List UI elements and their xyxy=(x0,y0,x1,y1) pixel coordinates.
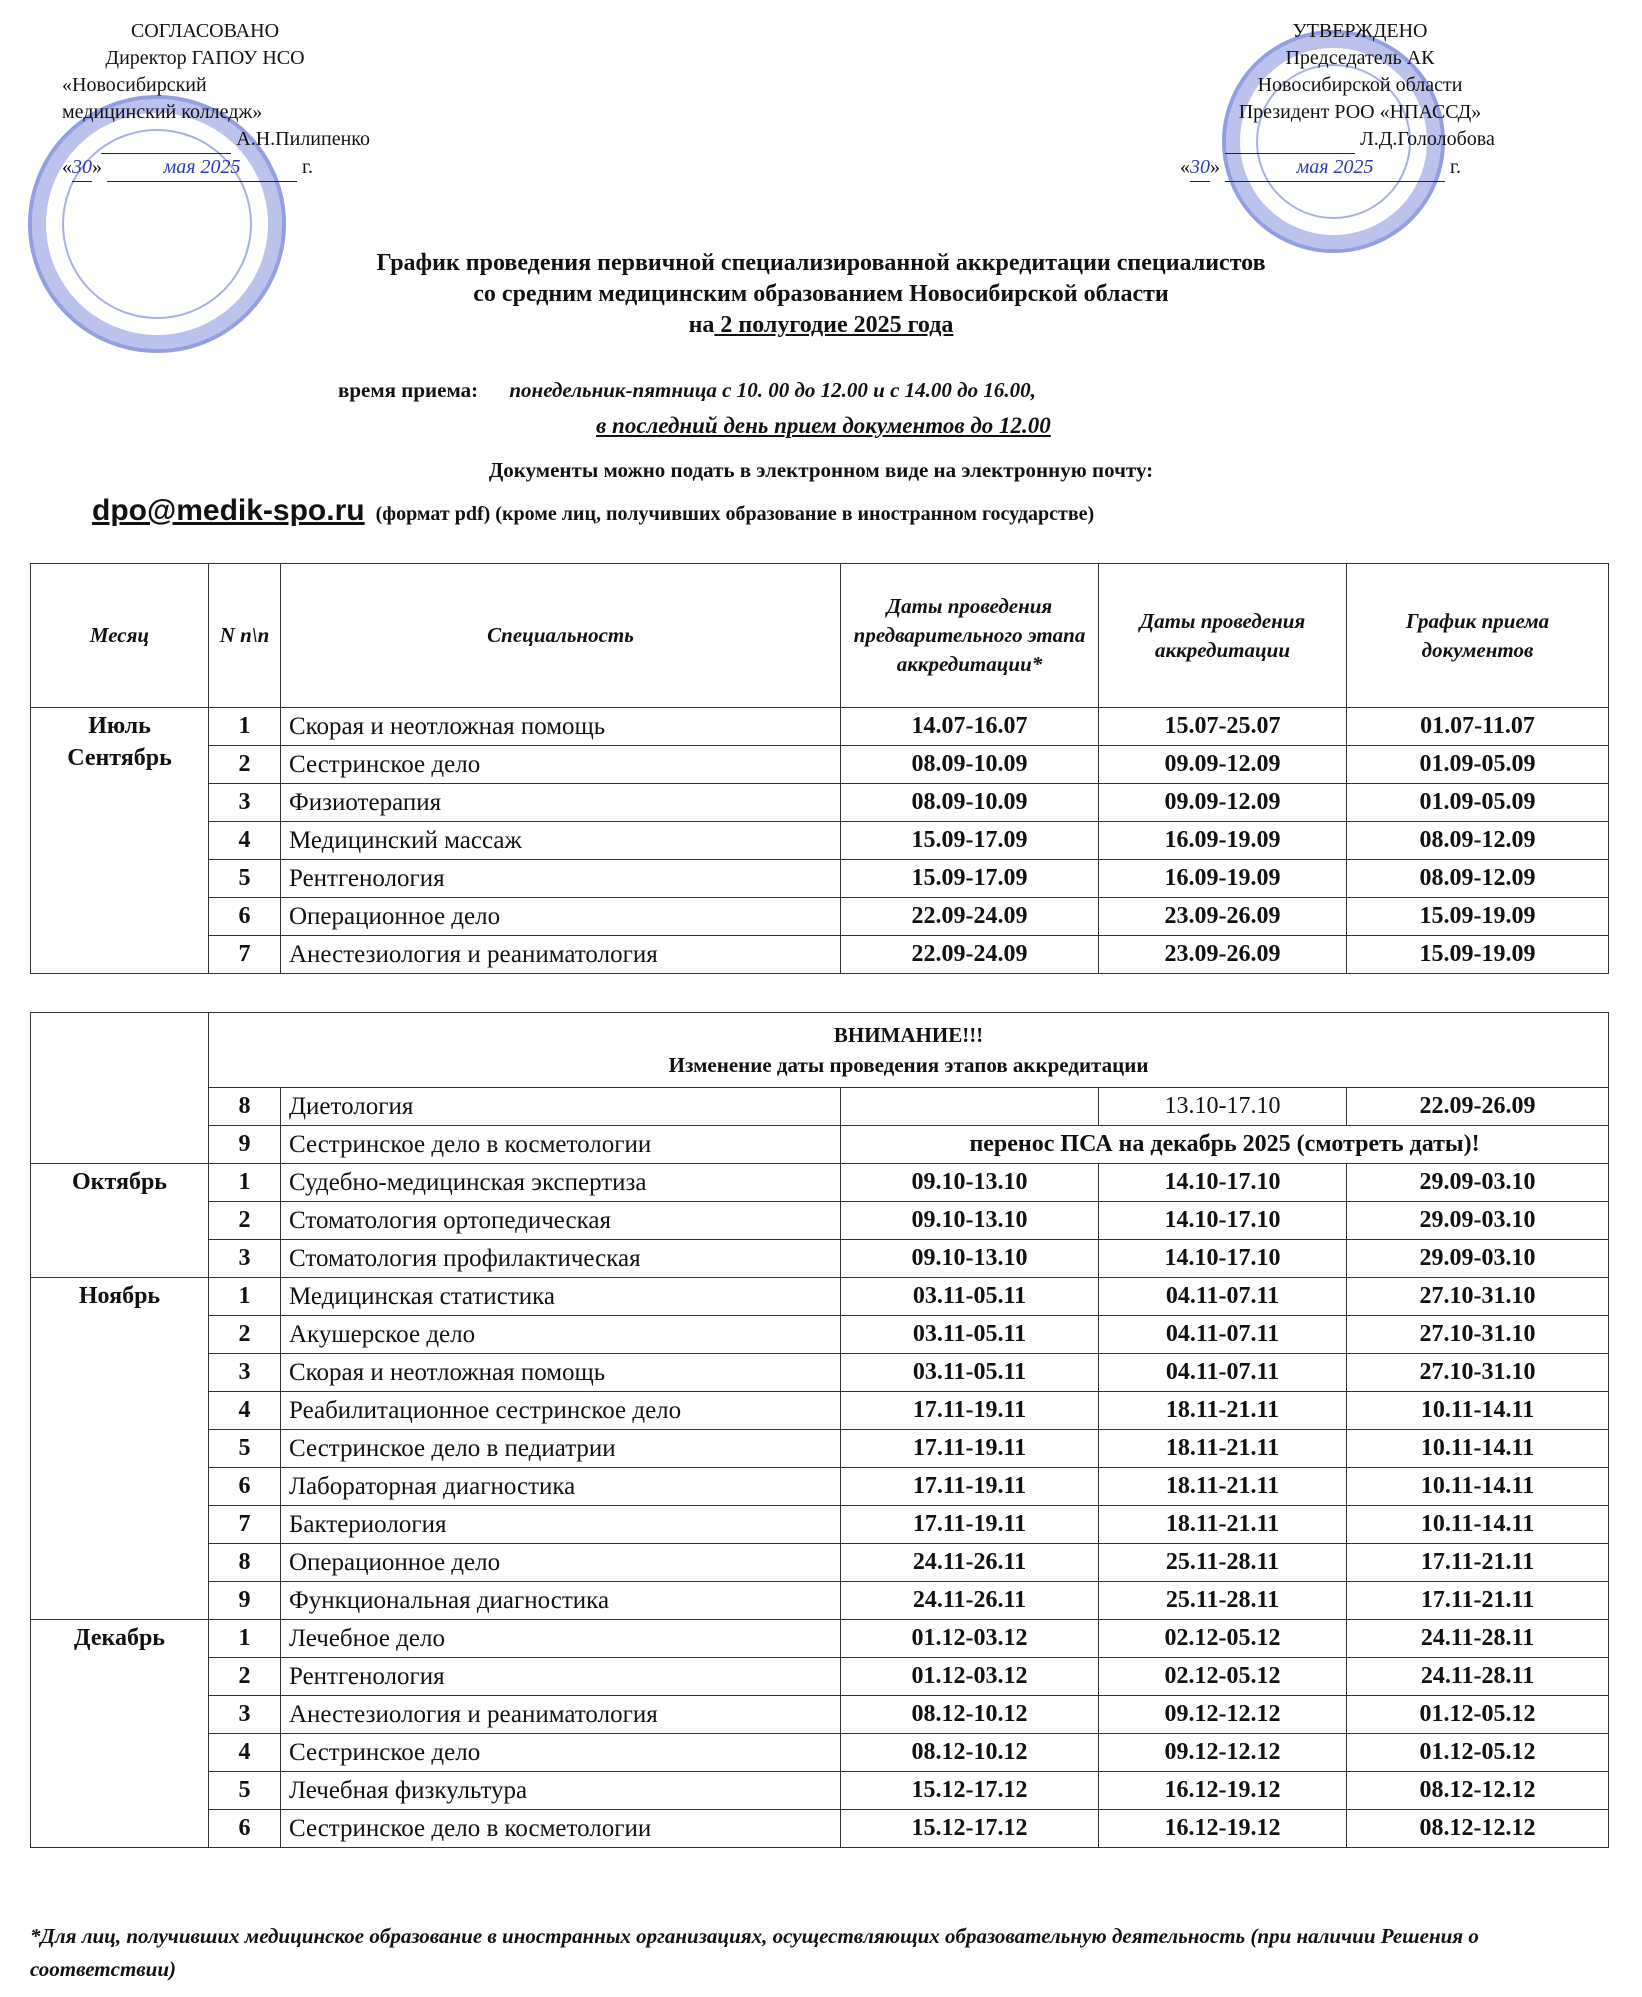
table-row xyxy=(31,1620,1609,1658)
accreditation-dates: 04.11-07.11 xyxy=(1099,1278,1347,1316)
preliminary-dates: 03.11-05.11 xyxy=(841,1278,1099,1316)
accreditation-dates: 09.12-12.12 xyxy=(1099,1734,1347,1772)
documents-dates: 10.11-14.11 xyxy=(1347,1430,1609,1468)
approval-line: Директор ГАПОУ НСО xyxy=(105,47,305,69)
row-number: 6 xyxy=(209,898,281,936)
preliminary-dates: 17.11-19.11 xyxy=(841,1506,1099,1544)
documents-dates: 17.11-21.11 xyxy=(1347,1544,1609,1582)
documents-dates: 08.12-12.12 xyxy=(1347,1772,1609,1810)
documents-dates: 24.11-28.11 xyxy=(1347,1658,1609,1696)
signature-field xyxy=(1225,126,1355,154)
table-row xyxy=(31,1202,1609,1240)
preliminary-dates: 17.11-19.11 xyxy=(841,1468,1099,1506)
row-number: 5 xyxy=(209,860,281,898)
preliminary-dates: 09.10-13.10 xyxy=(841,1202,1099,1240)
table-row xyxy=(31,1430,1609,1468)
footnote: *Для лиц, получивших медицинское образование в иностранных организациях, осуществляющих образовательную деятельность (при наличии Решения о соответствии) xyxy=(30,1924,1479,1981)
row-number: 2 xyxy=(209,1202,281,1240)
approval-line: Председатель АК xyxy=(1285,47,1435,69)
specialty: Скорая и неотложная помощь xyxy=(281,1354,841,1392)
title-line-2: со средним медицинским образованием Новосибирской области xyxy=(473,281,1169,307)
preliminary-dates: 09.10-13.10 xyxy=(841,1240,1099,1278)
approval-line: медицинский колледж» xyxy=(62,101,263,123)
documents-dates: 29.09-03.10 xyxy=(1347,1202,1609,1240)
preliminary-dates: 17.11-19.11 xyxy=(841,1430,1099,1468)
date-day: 30 xyxy=(1190,154,1210,182)
documents-dates: 10.11-14.11 xyxy=(1347,1468,1609,1506)
accreditation-dates: 09.09-12.09 xyxy=(1099,746,1347,784)
title-line-3: на 2 полугодие 2025 года xyxy=(688,312,954,338)
table-row xyxy=(31,822,1609,860)
accreditation-dates: 14.10-17.10 xyxy=(1099,1240,1347,1278)
month-cell-empty xyxy=(31,1013,209,1164)
documents-dates: 27.10-31.10 xyxy=(1347,1278,1609,1316)
preliminary-dates: 08.09-10.09 xyxy=(841,746,1099,784)
preliminary-dates: 15.09-17.09 xyxy=(841,822,1099,860)
row-number: 5 xyxy=(209,1772,281,1810)
table-row xyxy=(31,1658,1609,1696)
accreditation-dates: 18.11-21.11 xyxy=(1099,1468,1347,1506)
table-row xyxy=(31,1278,1609,1316)
accreditation-dates: 04.11-07.11 xyxy=(1099,1354,1347,1392)
row-number: 6 xyxy=(209,1810,281,1848)
header-num: N п\п xyxy=(209,564,281,708)
table-row xyxy=(31,1696,1609,1734)
accreditation-dates: 09.12-12.12 xyxy=(1099,1696,1347,1734)
table-row: 8 Диетология 13.10-17.10 22.09-26.09 xyxy=(31,1088,1609,1126)
row-number: 4 xyxy=(209,1734,281,1772)
specialty: Операционное дело xyxy=(281,1544,841,1582)
email-format: (формат pdf) xyxy=(375,503,491,525)
accreditation-dates: 14.10-17.10 xyxy=(1099,1164,1347,1202)
accreditation-dates: 25.11-28.11 xyxy=(1099,1582,1347,1620)
documents-dates: 24.11-28.11 xyxy=(1347,1620,1609,1658)
table-row xyxy=(31,708,1609,746)
specialty: Акушерское дело xyxy=(281,1316,841,1354)
accreditation-dates: 16.09-19.09 xyxy=(1099,822,1347,860)
approval-line: «Новосибирский xyxy=(62,74,207,96)
header-month: Месяц xyxy=(31,564,209,708)
specialty: Анестезиология и реаниматология xyxy=(281,936,841,974)
table-row xyxy=(31,1392,1609,1430)
document-title xyxy=(0,248,1642,341)
signer-name: Л.Д.Гололобова xyxy=(1360,128,1495,150)
date-row: «30» мая 2025 г. xyxy=(40,154,370,182)
schedule-table-jul-sep xyxy=(30,563,1609,974)
row-number: 1 xyxy=(209,1164,281,1202)
specialty: Рентгенология xyxy=(281,860,841,898)
row-number: 2 xyxy=(209,746,281,784)
preliminary-dates: 01.12-03.12 xyxy=(841,1620,1099,1658)
table-row xyxy=(31,1316,1609,1354)
specialty: Функциональная диагностика xyxy=(281,1582,841,1620)
preliminary-dates: 14.07-16.07 xyxy=(841,708,1099,746)
table-header-row xyxy=(31,564,1609,708)
title-line-1: График проведения первичной специализированной аккредитации специалистов xyxy=(376,250,1266,276)
specialty: Судебно-медицинская экспертиза xyxy=(281,1164,841,1202)
table-row xyxy=(31,1506,1609,1544)
documents-dates: 01.09-05.09 xyxy=(1347,746,1609,784)
specialty: Рентгенология xyxy=(281,1658,841,1696)
specialty: Физиотерапия xyxy=(281,784,841,822)
table-row xyxy=(31,1810,1609,1848)
documents-dates: 15.09-19.09 xyxy=(1347,936,1609,974)
table-row xyxy=(31,1772,1609,1810)
documents-dates: 01.09-05.09 xyxy=(1347,784,1609,822)
accreditation-dates: 18.11-21.11 xyxy=(1099,1392,1347,1430)
row-number: 2 xyxy=(209,1316,281,1354)
preliminary-dates: 24.11-26.11 xyxy=(841,1582,1099,1620)
row-number: 4 xyxy=(209,822,281,860)
approval-agreed xyxy=(40,18,370,182)
preliminary-dates: 17.11-19.11 xyxy=(841,1392,1099,1430)
accreditation-dates: 02.12-05.12 xyxy=(1099,1620,1347,1658)
header-specialty: Специальность xyxy=(281,564,841,708)
month-cell: Ноябрь xyxy=(31,1278,209,1620)
table-row xyxy=(31,1164,1609,1202)
documents-dates: 01.12-05.12 xyxy=(1347,1734,1609,1772)
table-row xyxy=(31,1468,1609,1506)
row-number: 1 xyxy=(209,1620,281,1658)
specialty: Медицинский массаж xyxy=(281,822,841,860)
table-row xyxy=(31,860,1609,898)
table-row xyxy=(31,784,1609,822)
preliminary-dates: 15.09-17.09 xyxy=(841,860,1099,898)
table-row xyxy=(31,936,1609,974)
specialty: Сестринское дело xyxy=(281,746,841,784)
table-row xyxy=(31,898,1609,936)
table-row xyxy=(31,1582,1609,1620)
documents-dates: 29.09-03.10 xyxy=(1347,1240,1609,1278)
signature-field xyxy=(101,126,231,154)
accreditation-dates: 18.11-21.11 xyxy=(1099,1506,1347,1544)
preliminary-dates: 15.12-17.12 xyxy=(841,1772,1099,1810)
documents-dates: 29.09-03.10 xyxy=(1347,1164,1609,1202)
accreditation-dates: 09.09-12.09 xyxy=(1099,784,1347,822)
preliminary-dates: 08.12-10.12 xyxy=(841,1734,1099,1772)
approval-heading: УТВЕРЖДЕНО xyxy=(1292,20,1428,42)
accreditation-dates: 23.09-26.09 xyxy=(1099,898,1347,936)
specialty: Стоматология профилактическая xyxy=(281,1240,841,1278)
row-number: 7 xyxy=(209,936,281,974)
row-number: 3 xyxy=(209,1696,281,1734)
date-handwritten: мая 2025 xyxy=(107,154,297,182)
transfer-note: перенос ПСА на декабрь 2025 (смотреть даты)! xyxy=(841,1126,1609,1164)
specialty: Сестринское дело xyxy=(281,1734,841,1772)
documents-note: Документы можно подать в электронном виде на электронную почту: xyxy=(488,458,1154,482)
row-number: 3 xyxy=(209,1240,281,1278)
documents-dates: 01.12-05.12 xyxy=(1347,1696,1609,1734)
preliminary-dates: 03.11-05.11 xyxy=(841,1316,1099,1354)
table-row xyxy=(31,746,1609,784)
accreditation-dates: 02.12-05.12 xyxy=(1099,1658,1347,1696)
specialty: Скорая и неотложная помощь xyxy=(281,708,841,746)
change-notice: ВНИМАНИЕ!!! Изменение даты проведения этапов аккредитации xyxy=(209,1013,1609,1088)
specialty: Сестринское дело в педиатрии xyxy=(281,1430,841,1468)
month-cell: Июль Сентябрь xyxy=(31,708,209,974)
row-number: 1 xyxy=(209,1278,281,1316)
period: 2 полугодие 2025 года xyxy=(714,312,954,338)
accreditation-dates: 16.12-19.12 xyxy=(1099,1772,1347,1810)
signature-row xyxy=(1180,126,1540,154)
reception-hours-value: понедельник-пятница с 10. 00 до 12.00 и с 14.00 до 16.00, xyxy=(509,378,1036,402)
accreditation-dates: 25.11-28.11 xyxy=(1099,1544,1347,1582)
row-number: 2 xyxy=(209,1658,281,1696)
table-row: 9 Сестринское дело в косметологии перенос ПСА на декабрь 2025 (смотреть даты)! xyxy=(31,1126,1609,1164)
reception-label: время приема: xyxy=(338,378,479,402)
accreditation-dates: 14.10-17.10 xyxy=(1099,1202,1347,1240)
row-number: 7 xyxy=(209,1506,281,1544)
month-cell: Октябрь xyxy=(31,1164,209,1278)
header-documents: График приема документов xyxy=(1347,564,1609,708)
specialty: Сестринское дело в косметологии xyxy=(281,1810,841,1848)
preliminary-dates: 24.11-26.11 xyxy=(841,1544,1099,1582)
row-number: 8 xyxy=(209,1544,281,1582)
preliminary-dates: 22.09-24.09 xyxy=(841,936,1099,974)
preliminary-dates: 01.12-03.12 xyxy=(841,1658,1099,1696)
documents-dates: 15.09-19.09 xyxy=(1347,898,1609,936)
documents-dates: 10.11-14.11 xyxy=(1347,1392,1609,1430)
specialty: Лечебная физкультура xyxy=(281,1772,841,1810)
documents-dates: 08.12-12.12 xyxy=(1347,1810,1609,1848)
accreditation-dates: 23.09-26.09 xyxy=(1099,936,1347,974)
documents-dates: 17.11-21.11 xyxy=(1347,1582,1609,1620)
preliminary-dates: 08.12-10.12 xyxy=(841,1696,1099,1734)
specialty: Лечебное дело xyxy=(281,1620,841,1658)
row-number: 3 xyxy=(209,784,281,822)
documents-dates: 27.10-31.10 xyxy=(1347,1316,1609,1354)
table-row xyxy=(31,1734,1609,1772)
date-handwritten: мая 2025 xyxy=(1225,154,1445,182)
schedule-table-oct-dec xyxy=(30,1012,1609,1848)
specialty: Лабораторная диагностика xyxy=(281,1468,841,1506)
signature-row xyxy=(40,126,370,154)
row-number: 6 xyxy=(209,1468,281,1506)
row-number: 9 xyxy=(209,1582,281,1620)
documents-dates: 08.09-12.09 xyxy=(1347,860,1609,898)
header-accreditation: Даты проведения аккредитации xyxy=(1099,564,1347,708)
row-number: 3 xyxy=(209,1354,281,1392)
approval-heading: СОГЛАСОВАНО xyxy=(130,20,280,42)
specialty: Медицинская статистика xyxy=(281,1278,841,1316)
specialty: Анестезиология и реаниматология xyxy=(281,1696,841,1734)
row-number: 1 xyxy=(209,708,281,746)
specialty: Стоматология ортопедическая xyxy=(281,1202,841,1240)
specialty: Реабилитационное сестринское дело xyxy=(281,1392,841,1430)
documents-dates: 01.07-11.07 xyxy=(1347,708,1609,746)
notice-row xyxy=(31,1013,1609,1088)
header-preliminary: Даты проведения предварительного этапа аккредитации* xyxy=(841,564,1099,708)
accreditation-dates: 15.07-25.07 xyxy=(1099,708,1347,746)
specialty: Бактериология xyxy=(281,1506,841,1544)
preliminary-dates: 08.09-10.09 xyxy=(841,784,1099,822)
accreditation-dates: 16.09-19.09 xyxy=(1099,860,1347,898)
reception-last-day: в последний день прием документов до 12.00 xyxy=(596,413,1051,438)
month-cell: Декабрь xyxy=(31,1620,209,1848)
accreditation-dates: 04.11-07.11 xyxy=(1099,1316,1347,1354)
preliminary-dates: 09.10-13.10 xyxy=(841,1164,1099,1202)
specialty: Операционное дело xyxy=(281,898,841,936)
reception-hours xyxy=(338,378,1036,403)
email-link[interactable]: dpo@medik-spo.ru xyxy=(92,494,365,527)
approval-line: Новосибирской области xyxy=(1257,74,1463,96)
documents-dates: 27.10-31.10 xyxy=(1347,1354,1609,1392)
documents-dates: 10.11-14.11 xyxy=(1347,1506,1609,1544)
table-row xyxy=(31,1354,1609,1392)
accreditation-dates: 18.11-21.11 xyxy=(1099,1430,1347,1468)
date-row: «30» мая 2025 г. xyxy=(1180,154,1540,182)
documents-dates: 08.09-12.09 xyxy=(1347,822,1609,860)
row-number: 5 xyxy=(209,1430,281,1468)
accreditation-dates: 16.12-19.12 xyxy=(1099,1810,1347,1848)
approval-approved xyxy=(1180,18,1540,182)
email-line xyxy=(92,494,1094,528)
date-day: 30 xyxy=(72,154,92,182)
row-number: 4 xyxy=(209,1392,281,1430)
table-row xyxy=(31,1544,1609,1582)
signer-name: А.Н.Пилипенко xyxy=(236,128,370,150)
preliminary-dates: 03.11-05.11 xyxy=(841,1354,1099,1392)
preliminary-dates: 22.09-24.09 xyxy=(841,898,1099,936)
approval-line: Президент РОО «НПАССД» xyxy=(1238,101,1482,123)
preliminary-dates: 15.12-17.12 xyxy=(841,1810,1099,1848)
table-row xyxy=(31,1240,1609,1278)
email-exception: (кроме лиц, получивших образование в иностранном государстве) xyxy=(495,503,1095,525)
